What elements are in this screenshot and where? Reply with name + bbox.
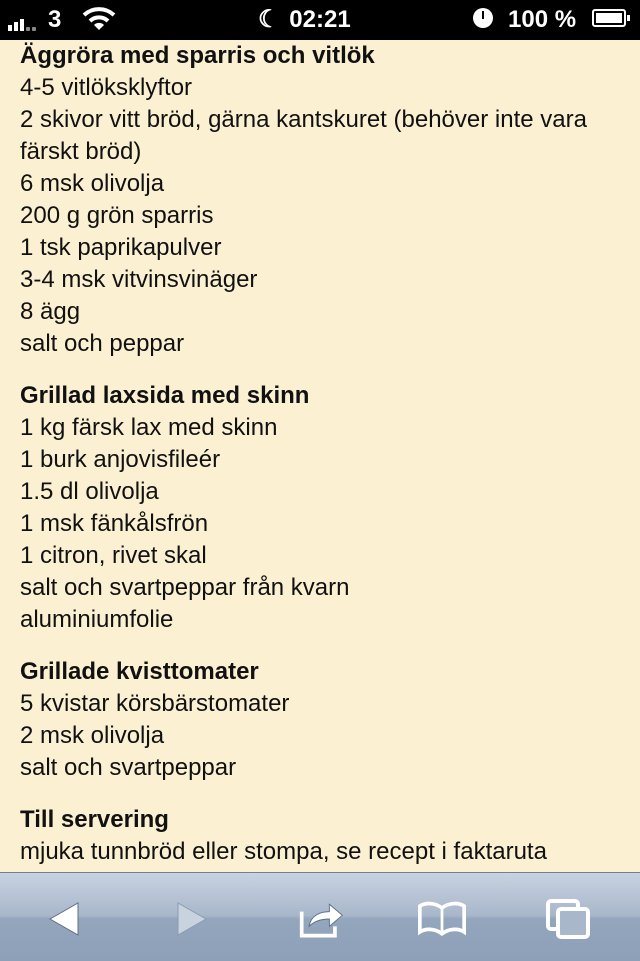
tabs-icon <box>544 897 592 941</box>
share-icon <box>298 897 346 941</box>
ingredient-item: salt och svartpeppar <box>20 754 237 781</box>
share-button[interactable] <box>298 895 346 943</box>
ingredient-item: 8 ägg <box>20 298 81 325</box>
browser-toolbar <box>0 872 640 961</box>
forward-icon <box>174 899 210 939</box>
ingredient-item: 1 burk anjovisfileér <box>20 446 221 473</box>
recipe-section <box>20 380 620 636</box>
section-title: Äggröra med sparris och vitlök <box>20 42 375 69</box>
ingredient-item: 6 msk olivolja <box>20 170 165 197</box>
ingredient-item: 2 msk olivolja <box>20 722 165 749</box>
section-title: Grillade kvisttomater <box>20 658 259 685</box>
ingredient-item: 1 msk fänkålsfrön <box>20 510 209 537</box>
recipe-section <box>20 40 620 360</box>
recipe-section <box>20 804 620 868</box>
back-icon <box>46 899 82 939</box>
moon-icon: ☾ <box>258 6 280 33</box>
clock-lock-icon <box>473 8 493 28</box>
bookmarks-icon <box>418 899 466 939</box>
bookmarks-button[interactable] <box>418 895 466 943</box>
ingredient-item: 200 g grön sparris <box>20 202 214 229</box>
section-title: Till servering <box>20 806 169 833</box>
ingredient-item: 5 kvistar körsbärstomater <box>20 690 290 717</box>
ingredient-item: 3-4 msk vitvinsvinäger <box>20 266 258 293</box>
ingredient-item: mjuka tunnbröd eller stompa, se recept i faktaruta <box>20 838 547 865</box>
recipe-section <box>20 656 620 784</box>
status-bar <box>0 0 640 40</box>
forward-button[interactable] <box>168 895 216 943</box>
ingredient-item: salt och peppar <box>20 330 185 357</box>
ingredient-item: 4-5 vitlöksklyftor <box>20 74 193 101</box>
back-button[interactable] <box>40 895 88 943</box>
battery-icon <box>592 9 626 27</box>
battery-percent: 100 % <box>508 6 577 33</box>
ingredient-item: 1 tsk paprikapulver <box>20 234 222 261</box>
section-title: Grillad laxsida med skinn <box>20 382 310 409</box>
ingredient-item: 1 kg färsk lax med skinn <box>20 414 278 441</box>
recipe-content <box>20 40 620 872</box>
ingredient-item: 1.5 dl olivolja <box>20 478 159 505</box>
ingredient-item: 2 skivor vitt bröd, gärna kantskuret (behöver inte vara färskt bröd) <box>20 106 587 165</box>
ingredient-item: salt och svartpeppar från kvarn <box>20 574 350 601</box>
tabs-button[interactable] <box>544 895 592 943</box>
carrier-label: 3 <box>48 6 62 33</box>
battery-fill <box>596 13 622 23</box>
ingredient-item: aluminiumfolie <box>20 606 174 633</box>
ingredient-item: 1 citron, rivet skal <box>20 542 207 569</box>
status-time: 02:21 <box>289 6 351 33</box>
